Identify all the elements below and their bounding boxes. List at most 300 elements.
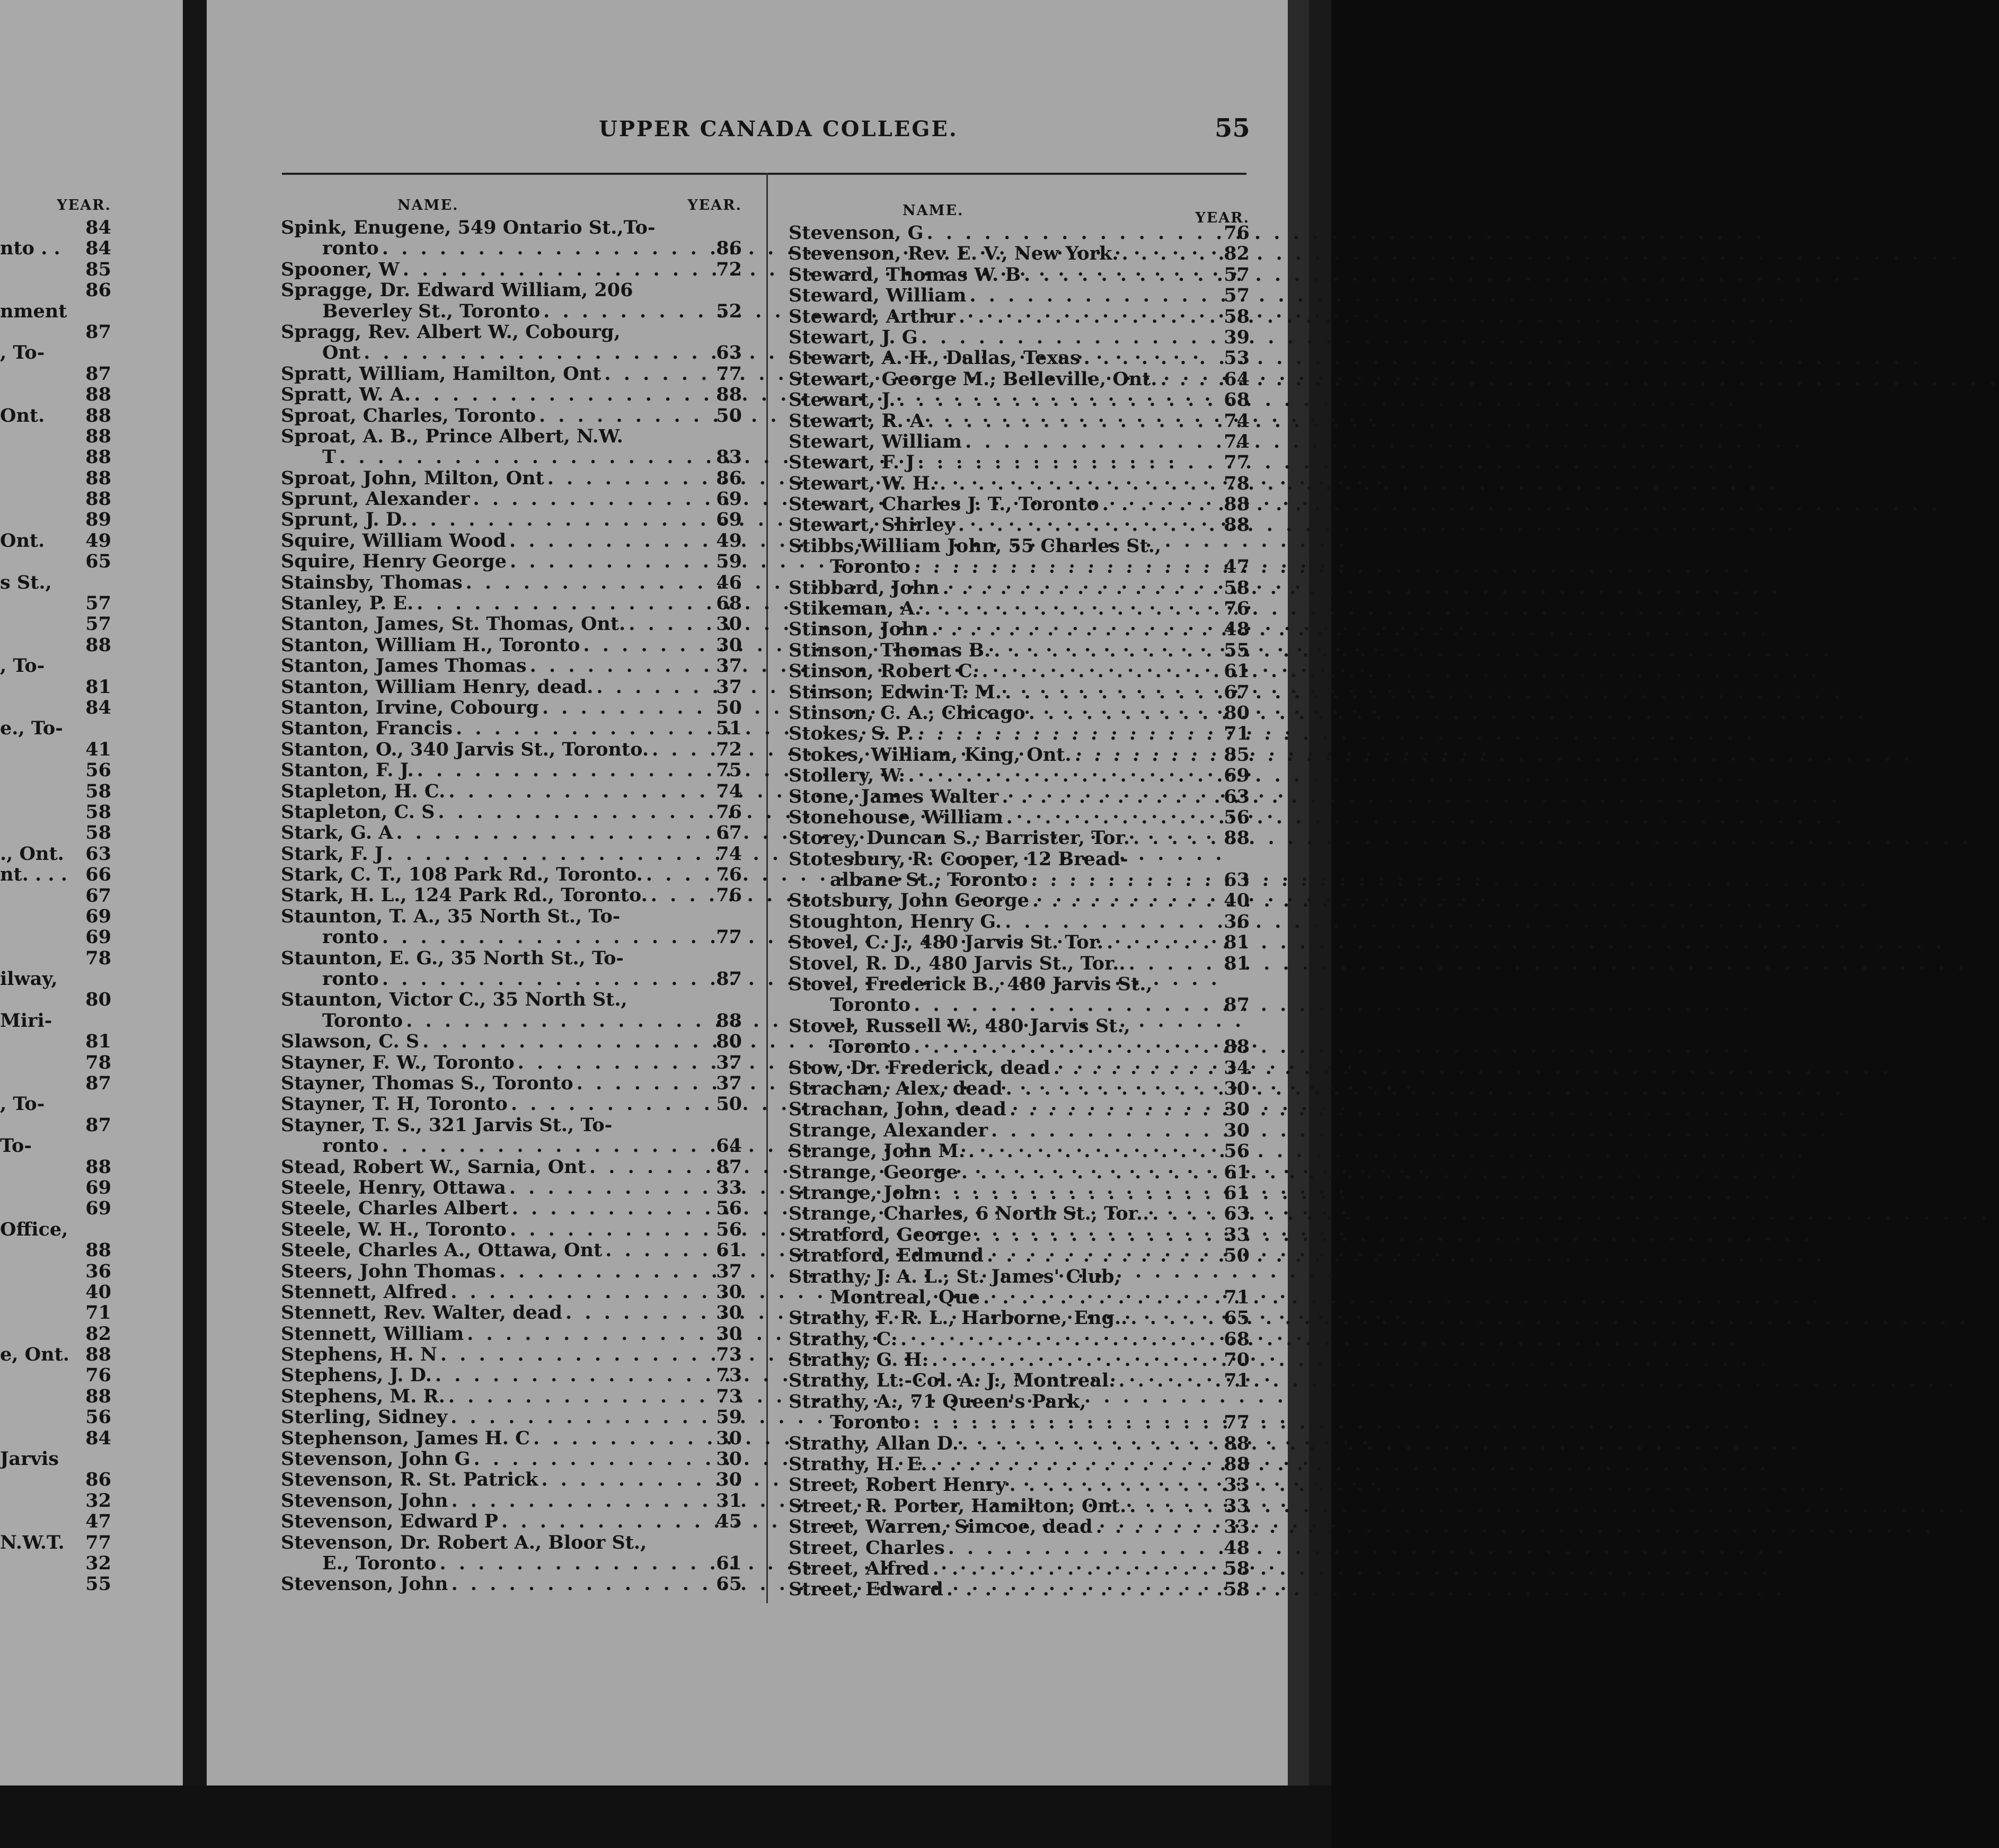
list-item	[281, 1407, 742, 1427]
dot-leader	[1103, 932, 1218, 953]
entry-name: Stapleton, C. S	[281, 801, 435, 823]
fragment-year: 32	[85, 1489, 111, 1512]
entry-name: Stinson, John	[789, 618, 928, 641]
fragment-text	[0, 384, 74, 405]
entry-year: 88	[1224, 493, 1250, 516]
fragment-row	[0, 1052, 111, 1073]
fragment-year: 87	[85, 1072, 111, 1095]
dot-leader	[910, 556, 1218, 577]
fragment-text: nto . .	[0, 237, 60, 260]
entry-year: 88	[1224, 514, 1250, 536]
fragment-row	[0, 1469, 111, 1490]
fragment-text: ilway,	[0, 968, 58, 990]
list-item	[789, 473, 1250, 494]
entry-name: Ont	[322, 342, 361, 364]
dot-leader	[506, 530, 710, 551]
fragment-text	[0, 509, 74, 530]
list-item	[281, 1261, 742, 1282]
list-item	[281, 1115, 742, 1135]
entry-name: Spooner, W	[281, 258, 400, 280]
entry-name: Stinson, Robert C.	[789, 660, 979, 682]
fragment-text	[0, 1177, 74, 1198]
fragment-year	[74, 301, 111, 322]
fragment-row	[0, 697, 111, 718]
fragment-year: 67	[85, 884, 111, 907]
fragment-text: , To-	[0, 655, 45, 677]
entry-year: 33	[1224, 1495, 1250, 1517]
fragment-text	[0, 426, 74, 447]
entry-name: Stikeman, A.	[789, 598, 922, 620]
entry-name: Sproat, John, Milton, Ont	[281, 467, 544, 489]
fragment-row	[0, 655, 111, 676]
dot-leader	[928, 1349, 1218, 1370]
fragment-year: 32	[85, 1552, 111, 1574]
entry-year: 77	[1224, 1411, 1250, 1434]
dot-leader	[936, 473, 1218, 494]
list-item	[789, 1245, 1250, 1266]
fragment-year: 88	[85, 446, 111, 468]
dot-leader	[1029, 890, 1218, 911]
entry-name: Squire, Henry George	[281, 550, 507, 573]
fragment-year: 57	[85, 592, 111, 615]
list-item	[281, 593, 742, 614]
fragment-row	[0, 843, 111, 864]
entry-year: 71	[1224, 1286, 1250, 1308]
fragment-row	[0, 217, 111, 238]
dot-leader	[539, 697, 710, 718]
dot-leader	[435, 802, 710, 822]
entry-name: Street, Warren, Simcoe, dead	[789, 1516, 1093, 1538]
entry-name: Stewart, J. G	[789, 326, 918, 348]
entry-name: Stephenson, James H. C	[281, 1427, 530, 1449]
entry-name: Stewart, A. H., Dallas, Texas	[789, 347, 1081, 369]
list-item	[789, 556, 1250, 577]
fragment-text	[0, 677, 74, 697]
entry-name: Stanley, P. E.	[281, 592, 414, 615]
dot-leader	[1081, 348, 1218, 368]
entry-name: Stark, H. L., 124 Park Rd., Toronto.	[281, 884, 648, 907]
fragment-year: 87	[85, 1114, 111, 1136]
fragment-text: e, Ont.	[0, 1344, 69, 1366]
list-item	[789, 1308, 1250, 1328]
list-item	[789, 1141, 1250, 1161]
entry-year: 37	[716, 1051, 742, 1073]
fragment-row	[0, 802, 111, 822]
list-item	[789, 578, 1250, 598]
list-item	[789, 723, 1250, 744]
entry-year: 76	[1224, 598, 1250, 620]
dot-leader	[515, 1052, 710, 1073]
fragment-year: 84	[85, 237, 111, 260]
entry-year: 64	[1224, 368, 1250, 390]
fragment-text	[0, 1365, 74, 1385]
dot-leader	[1115, 1370, 1218, 1391]
entry-year: 30	[716, 1448, 742, 1470]
fragment-year: 69	[85, 926, 111, 948]
entry-year: 30	[716, 1281, 742, 1303]
fragment-text	[0, 1302, 74, 1323]
entry-name: Beverley St., Toronto	[322, 300, 541, 322]
entry-year: 88	[716, 384, 742, 406]
fragment-text: , To-	[0, 342, 45, 364]
fragment-row	[0, 1511, 111, 1532]
fragment-row	[0, 259, 111, 280]
dot-leader	[955, 514, 1218, 535]
list-item	[281, 802, 742, 822]
fragment-row	[0, 280, 111, 300]
list-item	[789, 1516, 1250, 1537]
dot-leader	[383, 843, 710, 864]
list-item	[789, 452, 1250, 473]
dot-leader	[1006, 1474, 1218, 1495]
list-item	[789, 1474, 1250, 1495]
dot-leader	[649, 739, 710, 760]
fragment-row	[0, 301, 111, 322]
entry-year: 58	[1224, 576, 1250, 599]
list-item	[789, 1558, 1250, 1579]
entry-name: Spink, Enugene, 549 Ontario St.,To-	[281, 216, 656, 238]
list-item	[789, 828, 1250, 848]
entry-year: 81	[1224, 952, 1250, 974]
entry-name: Stayner, Thomas S., Toronto	[281, 1072, 573, 1094]
fragment-text	[0, 488, 74, 509]
fragment-row	[0, 1094, 111, 1114]
dot-leader	[643, 864, 710, 885]
entry-year: 56	[716, 1218, 742, 1240]
fragment-year: 36	[85, 1260, 111, 1282]
dot-leader	[379, 927, 710, 947]
entry-name: Stennett, William	[281, 1322, 464, 1345]
entry-name: Stapleton, H. C.	[281, 780, 446, 802]
fragment-text	[0, 322, 74, 342]
entry-year: 48	[1224, 618, 1250, 641]
fragment-year: 87	[85, 362, 111, 385]
entry-name: Stoughton, Henry G.	[789, 910, 1002, 932]
dot-leader	[411, 384, 710, 405]
fragment-row	[0, 530, 111, 551]
list-item	[789, 1391, 1250, 1412]
entry-year: 45	[716, 1511, 742, 1533]
list-item	[789, 640, 1250, 661]
list-item	[789, 765, 1250, 786]
fragment-row	[0, 822, 111, 843]
list-item	[789, 911, 1250, 932]
fragment-text: Miri-	[0, 1009, 52, 1032]
list-item	[789, 536, 1250, 556]
list-item	[281, 718, 742, 739]
fragment-year: 88	[85, 1385, 111, 1407]
entry-year: 80	[1224, 701, 1250, 724]
list-item	[281, 1428, 742, 1449]
list-item	[281, 1135, 742, 1156]
entry-name: ronto	[322, 237, 379, 260]
fragment-row	[0, 1219, 111, 1240]
list-item	[281, 822, 742, 843]
list-item	[281, 1094, 742, 1114]
entry-name: Stanton, F. J.	[281, 759, 414, 781]
fragment-year: 80	[85, 989, 111, 1011]
entry-name: Stephens, M. R.	[281, 1385, 445, 1407]
entry-name: Steele, Charles Albert	[281, 1197, 509, 1220]
fragment-text	[0, 822, 74, 843]
fragment-year	[74, 655, 111, 676]
fragment-year: 69	[85, 905, 111, 927]
entry-year: 76	[716, 884, 742, 907]
entry-name: ronto	[322, 1135, 379, 1157]
fragment-text: Ont.	[0, 404, 45, 427]
dot-leader	[593, 677, 710, 697]
fragment-year: 55	[85, 1573, 111, 1595]
fragment-year: 57	[85, 613, 111, 635]
fragment-row	[0, 1449, 111, 1469]
dot-leader	[945, 1538, 1218, 1558]
entry-name: Strathy, F. R. L., Harborne, Eng..	[789, 1307, 1128, 1329]
list-item	[789, 389, 1250, 410]
fragment-row	[0, 572, 111, 593]
entry-year: 71	[1224, 723, 1250, 745]
fragment-text	[0, 217, 74, 238]
list-item	[789, 1036, 1250, 1057]
list-item	[281, 530, 742, 551]
entry-name: Toronto	[322, 1009, 403, 1032]
entry-name: Strange, John M.	[789, 1140, 966, 1162]
fragment-row	[0, 1407, 111, 1427]
fragment-row	[0, 1532, 111, 1553]
dot-leader	[360, 342, 710, 363]
entry-name: Stotsbury, John George	[789, 890, 1030, 912]
dot-leader	[910, 994, 1218, 1015]
fragment-year: 88	[85, 467, 111, 489]
fragment-year: 88	[85, 425, 111, 447]
fragment-row	[0, 1010, 111, 1031]
dot-leader	[971, 1224, 1218, 1245]
list-item	[281, 864, 742, 885]
dot-leader	[562, 1302, 710, 1323]
fragment-year: 56	[85, 759, 111, 781]
entry-year: 30	[1224, 1119, 1250, 1141]
dot-leader	[447, 1407, 710, 1427]
entry-name: Sproat, Charles, Toronto	[281, 404, 536, 427]
fragment-text	[0, 697, 74, 718]
dot-leader	[448, 1574, 710, 1594]
dot-leader	[1130, 828, 1218, 848]
list-item	[281, 322, 742, 342]
entry-year: 87	[716, 968, 742, 990]
entry-name: Stead, Robert W., Sarnia, Ont	[281, 1156, 586, 1178]
list-item	[789, 264, 1250, 285]
fragment-year: 63	[85, 842, 111, 865]
entry-year: 69	[1224, 765, 1250, 787]
entry-name: Stotesbury, R. Cooper, 12 Bread-	[789, 848, 1128, 870]
list-item	[789, 869, 1250, 890]
fragment-year: 81	[85, 676, 111, 698]
entry-year: 49	[716, 529, 742, 552]
list-item	[281, 426, 742, 447]
entry-year: 55	[1224, 639, 1250, 661]
dot-leader	[408, 509, 710, 530]
list-item	[789, 1538, 1250, 1558]
entry-name: Strathy, C.	[789, 1328, 897, 1350]
entry-year: 80	[716, 1030, 742, 1053]
dot-leader	[1002, 682, 1218, 703]
list-item	[281, 1532, 742, 1553]
fragment-row	[0, 1157, 111, 1177]
dot-leader	[966, 285, 1218, 306]
dot-leader	[924, 223, 1218, 243]
list-item	[789, 1370, 1250, 1391]
fragment-row	[0, 1282, 111, 1302]
entry-name: Strathy, A., 71 Queen's Park,	[789, 1390, 1086, 1412]
entry-name: Strathy, H. E.	[789, 1453, 927, 1476]
dot-leader	[1119, 243, 1218, 264]
list-item	[789, 849, 1250, 869]
entry-name: Toronto	[830, 994, 911, 1016]
dot-leader	[496, 1261, 710, 1282]
entry-year: 30	[716, 634, 742, 656]
dot-leader	[379, 238, 710, 259]
fragment-year: 84	[85, 1427, 111, 1449]
list-item	[281, 1177, 742, 1198]
entry-name: Stevenson, Rev. E. V., New York.	[789, 243, 1119, 265]
left-column-header	[281, 197, 742, 217]
list-item	[281, 1302, 742, 1323]
entry-year: 58	[1224, 1557, 1250, 1579]
dot-leader	[445, 1386, 710, 1407]
fragment-text	[0, 1407, 74, 1427]
list-item	[281, 259, 742, 280]
entry-year: 74	[716, 780, 742, 802]
list-item	[281, 739, 742, 760]
right-column-header	[789, 202, 1250, 226]
entry-name: Staunton, E. G., 35 North St., To-	[281, 947, 624, 969]
list-item	[789, 619, 1250, 639]
fragment-text: Jarvis	[0, 1448, 59, 1470]
entry-name: Stokes, William, King, Ont.	[789, 743, 1072, 766]
list-item	[789, 1183, 1250, 1203]
list-item	[789, 1078, 1250, 1099]
dot-leader	[538, 1469, 710, 1490]
entry-year: 61	[1224, 1181, 1250, 1204]
entry-name: Strachan, Alex, dead	[789, 1078, 1003, 1099]
list-item	[789, 348, 1250, 368]
entry-name: Strachan, John, dead	[789, 1098, 1006, 1121]
entry-name: Stewart, William	[789, 430, 962, 452]
entry-year: 83	[716, 446, 742, 468]
entry-name: Strathy, G. H.	[789, 1349, 928, 1371]
entry-name: Stevenson, G	[789, 221, 924, 244]
dot-leader	[540, 301, 710, 322]
entry-name: Street, Edward	[789, 1578, 943, 1601]
dot-leader	[914, 723, 1218, 744]
dot-leader	[1157, 369, 1218, 389]
list-item	[789, 1162, 1250, 1183]
dot-leader	[1003, 1078, 1218, 1099]
fragment-year: 82	[85, 1322, 111, 1345]
entry-name: Stovel, Frederick B., 480 Jarvis St.,	[789, 973, 1153, 996]
entry-name: Strange, George	[789, 1161, 958, 1183]
dot-leader	[506, 1177, 710, 1198]
dot-leader	[927, 1454, 1218, 1474]
dot-leader	[445, 781, 710, 802]
page-header	[0, 113, 1331, 150]
dot-leader	[573, 1073, 710, 1094]
entry-name: Stennett, Rev. Walter, dead	[281, 1302, 562, 1324]
dot-leader	[463, 572, 710, 593]
list-item	[789, 1203, 1250, 1224]
previous-page-fragment	[0, 197, 111, 1595]
list-item	[281, 1282, 742, 1302]
fragment-year: 87	[85, 321, 111, 343]
entry-year: 72	[716, 738, 742, 760]
entry-year: 88	[1224, 1453, 1250, 1476]
list-item	[281, 1386, 742, 1407]
list-item	[281, 1240, 742, 1260]
entry-year: 59	[716, 1406, 742, 1428]
list-item	[789, 1120, 1250, 1141]
fragment-row	[0, 614, 111, 634]
fragment-row	[0, 238, 111, 259]
list-item	[281, 1365, 742, 1385]
header-rule	[282, 173, 1246, 175]
fragment-row	[0, 1240, 111, 1260]
entry-year: 85	[1224, 743, 1250, 766]
list-item	[281, 1553, 742, 1574]
list-item	[281, 1490, 742, 1511]
fragment-year: 69	[85, 1176, 111, 1198]
list-item	[281, 614, 742, 634]
dot-leader	[1149, 1203, 1218, 1224]
fragment-text: , To-	[0, 1093, 45, 1115]
entry-year: 73	[716, 1344, 742, 1366]
entry-name: Storey, Duncan S., Barrister, Tor.	[789, 827, 1130, 849]
dot-leader	[601, 363, 710, 384]
list-item	[281, 885, 742, 906]
entry-name: Squire, William Wood	[281, 529, 506, 552]
entry-name: Stark, G. A	[281, 822, 393, 844]
year-label: YEAR.	[687, 197, 742, 214]
fragment-text: Ont.	[0, 529, 45, 552]
entry-year: 69	[716, 488, 742, 510]
list-item	[281, 1469, 742, 1490]
dot-leader	[924, 411, 1218, 431]
entry-name: Spratt, W. A.	[281, 384, 411, 406]
fragment-row	[0, 781, 111, 802]
dot-leader	[1072, 744, 1218, 765]
fragment-row	[0, 488, 111, 509]
entry-name: Stewart, Shirley	[789, 514, 955, 536]
dot-leader	[1093, 1516, 1218, 1537]
entry-name: ronto	[322, 926, 379, 948]
fragment-row	[0, 342, 111, 363]
fragment-row	[0, 864, 111, 885]
list-item	[281, 927, 742, 947]
entry-name: Stevenson, John G	[281, 1448, 471, 1470]
dot-leader	[507, 551, 710, 572]
list-item	[281, 1323, 742, 1344]
dot-leader	[1002, 911, 1218, 932]
entry-name: Street, Charles	[789, 1536, 945, 1559]
dot-leader	[921, 598, 1218, 619]
entry-year: 59	[716, 550, 742, 573]
dot-leader	[910, 1036, 1218, 1057]
dot-leader	[379, 969, 710, 989]
list-item	[789, 974, 1250, 994]
list-item	[281, 1219, 742, 1240]
dot-leader	[464, 1323, 710, 1344]
list-item	[789, 891, 1250, 911]
dot-leader	[471, 1449, 710, 1469]
fragment-year	[74, 342, 111, 363]
